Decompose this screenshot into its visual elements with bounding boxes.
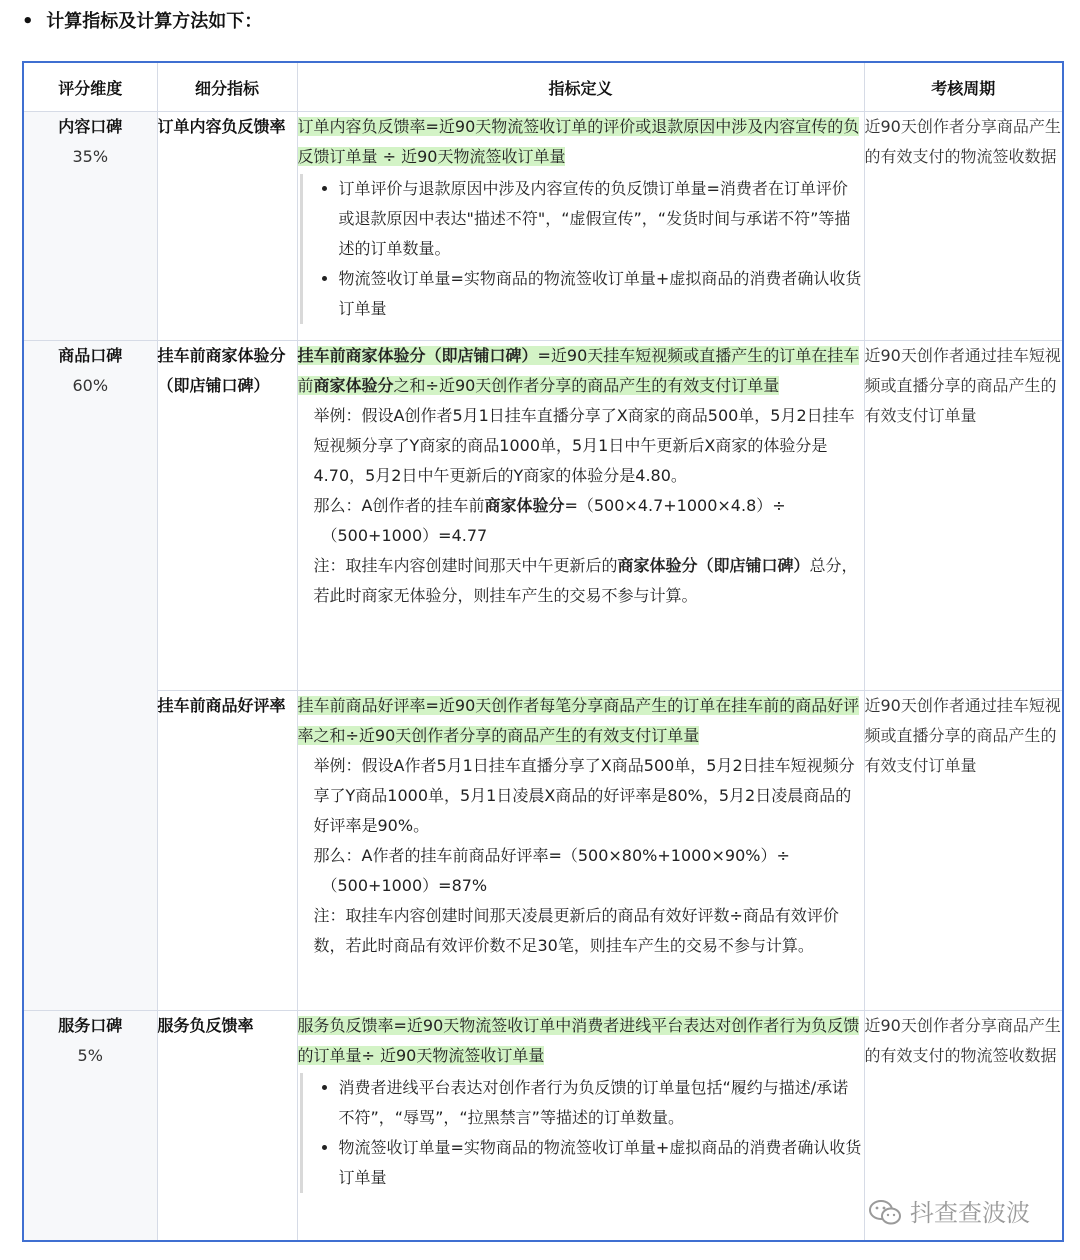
formula-highlight: 挂车前商品好评率=近90天创作者每笔分享商品产生的订单在挂车前的商品好评率之和÷近90天创作者分享的商品产生的有效支付订单量 xyxy=(297,696,860,745)
definition-notes xyxy=(300,751,864,961)
wechat-icon xyxy=(868,1199,902,1227)
note-text: 注：取挂车内容创建时间那天凌晨更新后的商品有效好评数÷商品有效评价数，若此时商品有效评价数不足30笔，则挂车产生的交易不参与计算。 xyxy=(313,906,839,955)
header-period: 考核周期 xyxy=(864,62,1063,112)
formula-highlight: 挂车前商家体验分（即店铺口碑）=近90天挂车短视频或直播产生的订单在挂车前商家体验分之和÷近90天创作者分享的商品产生的有效支付订单量 xyxy=(297,346,860,395)
table-row xyxy=(23,112,1063,341)
example-text: 举例：假设A创作者5月1日挂车直播分享了X商家的商品500单，5月2日挂车短视频分享了Y商家的商品1000单，5月1日中午更新后X商家的体验分是4.70，5月2日中午更新后的Y商家的体验分是4.80。 xyxy=(313,406,855,485)
section-heading: • 计算指标及计算方法如下： xyxy=(22,8,262,36)
definition-cell xyxy=(297,112,864,341)
calculation-text: 那么：A作者的挂车前商品好评率=（500×80%+1000×90%）÷ xyxy=(313,846,790,865)
calculation-result: （500+1000）=87% xyxy=(321,876,488,895)
dimension-name: 服务口碑 xyxy=(58,1016,123,1035)
period-cell: 近90天创作者通过挂车短视频或直播分享的商品产生的有效支付订单量 xyxy=(864,341,1063,691)
sub-metric-name: 订单内容负反馈率 xyxy=(157,112,297,341)
dimension-name: 商品口碑 xyxy=(58,346,123,365)
list-item: • 物流签收订单量=实物商品的物流签收订单量+虚拟商品的消费者确认收货订单量 xyxy=(339,264,864,324)
sub-metric-name: 挂车前商家体验分（即店铺口碑） xyxy=(157,341,297,691)
period-cell: 近90天创作者分享商品产生的有效支付的物流签收数据 xyxy=(864,112,1063,341)
dimension-cell xyxy=(23,341,157,1011)
metrics-table xyxy=(22,61,1064,1242)
formula-highlight: 服务负反馈率=近90天物流签收订单中消费者进线平台表达对创作者行为负反馈的订单量÷ 近90天物流签收订单量 xyxy=(297,1016,860,1065)
period-cell: 近90天创作者通过挂车短视频或直播分享的商品产生的有效支付订单量 xyxy=(864,691,1063,1011)
definition-notes xyxy=(300,401,864,611)
list-item: • 订单评价与退款原因中涉及内容宣传的负反馈订单量=消费者在订单评价或退款原因中表达"描述不符"，“虚假宣传”，“发货时间与承诺不符”等描述的订单数量。 xyxy=(339,174,864,264)
definition-notes xyxy=(300,1073,864,1193)
table-row xyxy=(23,341,1063,691)
list-item: • 消费者进线平台表达对创作者行为负反馈的订单量包括“履约与描述/承诺不符”，“辱骂”，“拉黑禁言”等描述的订单数量。 xyxy=(339,1073,864,1133)
calculation-text: 那么：A创作者的挂车前商家体验分=（500×4.7+1000×4.8）÷ xyxy=(313,496,786,515)
dimension-weight: 60% xyxy=(72,376,109,395)
watermark: 抖查查波波 xyxy=(868,1196,1030,1230)
bullet-icon: • xyxy=(22,11,34,32)
dimension-weight: 5% xyxy=(77,1046,103,1065)
header-dimension: 评分维度 xyxy=(23,62,157,112)
sub-metric-name: 挂车前商品好评率 xyxy=(157,691,297,1011)
dimension-name: 内容口碑 xyxy=(58,117,123,136)
example-text: 举例：假设A作者5月1日挂车直播分享了X商品500单，5月2日挂车短视频分享了Y商品1000单，5月1日凌晨X商品的好评率是80%，5月2日凌晨商品的好评率是90%。 xyxy=(313,756,855,835)
definition-cell xyxy=(297,1011,864,1241)
list-item: • 物流签收订单量=实物商品的物流签收订单量+虚拟商品的消费者确认收货订单量 xyxy=(339,1133,864,1193)
dimension-cell xyxy=(23,112,157,341)
period-cell: 近90天创作者分享商品产生的有效支付的物流签收数据 xyxy=(864,1011,1063,1241)
table-row xyxy=(23,691,1063,1011)
definition-cell xyxy=(297,691,864,1011)
header-sub-metric: 细分指标 xyxy=(157,62,297,112)
header-definition: 指标定义 xyxy=(297,62,864,112)
formula-highlight: 订单内容负反馈率=近90天物流签收订单的评价或退款原因中涉及内容宣传的负反馈订单量 ÷ 近90天物流签收订单量 xyxy=(297,117,860,166)
dimension-weight: 35% xyxy=(72,147,109,166)
definition-cell xyxy=(297,341,864,691)
sub-metric-name: 服务负反馈率 xyxy=(157,1011,297,1241)
table-header-row xyxy=(23,62,1063,112)
note-text: 注：取挂车内容创建时间那天中午更新后的商家体验分（即店铺口碑）总分，若此时商家无体验分，则挂车产生的交易不参与计算。 xyxy=(313,556,858,605)
dimension-cell xyxy=(23,1011,157,1241)
definition-notes xyxy=(300,174,864,324)
calculation-result: （500+1000）=4.77 xyxy=(321,526,488,545)
